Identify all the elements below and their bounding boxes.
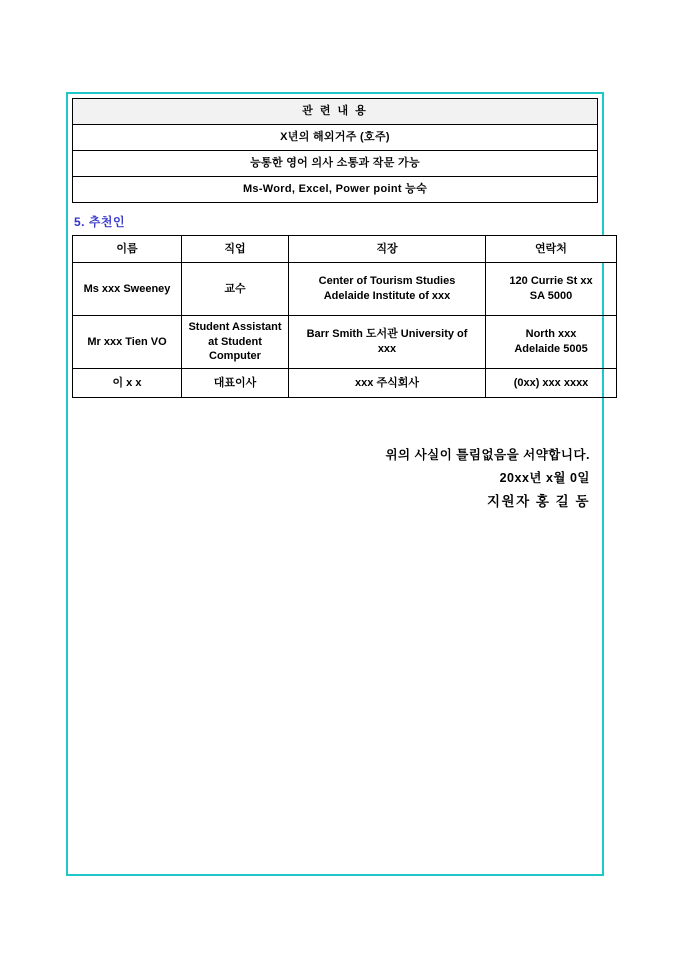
referee-1-workplace-line1: Center of Tourism Studies — [318, 275, 456, 288]
related-content-row-1: X년의 해외거주 (호주) — [73, 125, 598, 151]
table-header-row — [73, 236, 617, 263]
column-header-name: 이름 — [73, 236, 182, 263]
column-header-workplace: 직장 — [289, 236, 486, 263]
referee-2-contact-line1: North xxx — [525, 328, 577, 341]
table-row — [73, 151, 598, 177]
referee-1-job: 교수 — [182, 263, 289, 316]
referee-2-job-line1: Student Assistant — [188, 320, 282, 333]
referee-3-contact: (0xx) xxx xxxx — [486, 369, 617, 398]
closing-applicant-name: 지원자 홍 길 동 — [487, 494, 590, 510]
table-row — [73, 177, 598, 203]
related-content-row-3: Ms-Word, Excel, Power point 능숙 — [73, 177, 598, 203]
referee-2-job — [182, 316, 289, 369]
related-content-table — [72, 98, 598, 203]
referee-3-name: 이 x x — [73, 369, 182, 398]
closing-date: 20xx년 x월 0일 — [499, 471, 590, 486]
referee-2-name: Mr xxx Tien VO — [73, 316, 182, 369]
table-row — [73, 263, 617, 316]
table-row — [73, 125, 598, 151]
referee-1-workplace-line2: Adelaide Institute of xxx — [323, 290, 451, 302]
referee-3-job: 대표이사 — [182, 369, 289, 398]
referee-2-workplace-line1: Barr Smith 도서관 University of — [306, 328, 468, 341]
referee-2-contact-line2: Adelaide 5005 — [514, 343, 588, 355]
table-row — [73, 369, 617, 398]
referee-2-job-line3: Computer — [209, 350, 261, 363]
closing-statement — [72, 444, 598, 515]
document-content — [72, 98, 598, 515]
referee-1-contact — [486, 263, 617, 316]
column-header-contact: 연락처 — [486, 236, 617, 263]
referee-2-workplace — [289, 316, 486, 369]
table-row — [73, 99, 598, 125]
closing-oath-line: 위의 사실이 틀림없음을 서약합니다. — [385, 448, 590, 462]
referee-1-name: Ms xxx Sweeney — [73, 263, 182, 316]
referee-2-workplace-line2: xxx — [377, 343, 397, 355]
table-row — [73, 316, 617, 369]
referee-1-contact-line2: SA 5000 — [529, 290, 573, 302]
referee-3-workplace: xxx 주식회사 — [289, 369, 486, 398]
section-title-referees: 5. 추천인 — [74, 215, 126, 229]
related-content-header: 관 련 내 용 — [73, 99, 598, 125]
referee-table — [72, 235, 617, 398]
referee-1-contact-line1: 120 Currie St xx — [509, 275, 593, 288]
referee-2-job-line2: at Student — [208, 335, 262, 348]
column-header-job: 직업 — [182, 236, 289, 263]
referee-1-workplace — [289, 263, 486, 316]
related-content-row-2: 능통한 영어 의사 소통과 작문 가능 — [73, 151, 598, 177]
referee-2-contact — [486, 316, 617, 369]
